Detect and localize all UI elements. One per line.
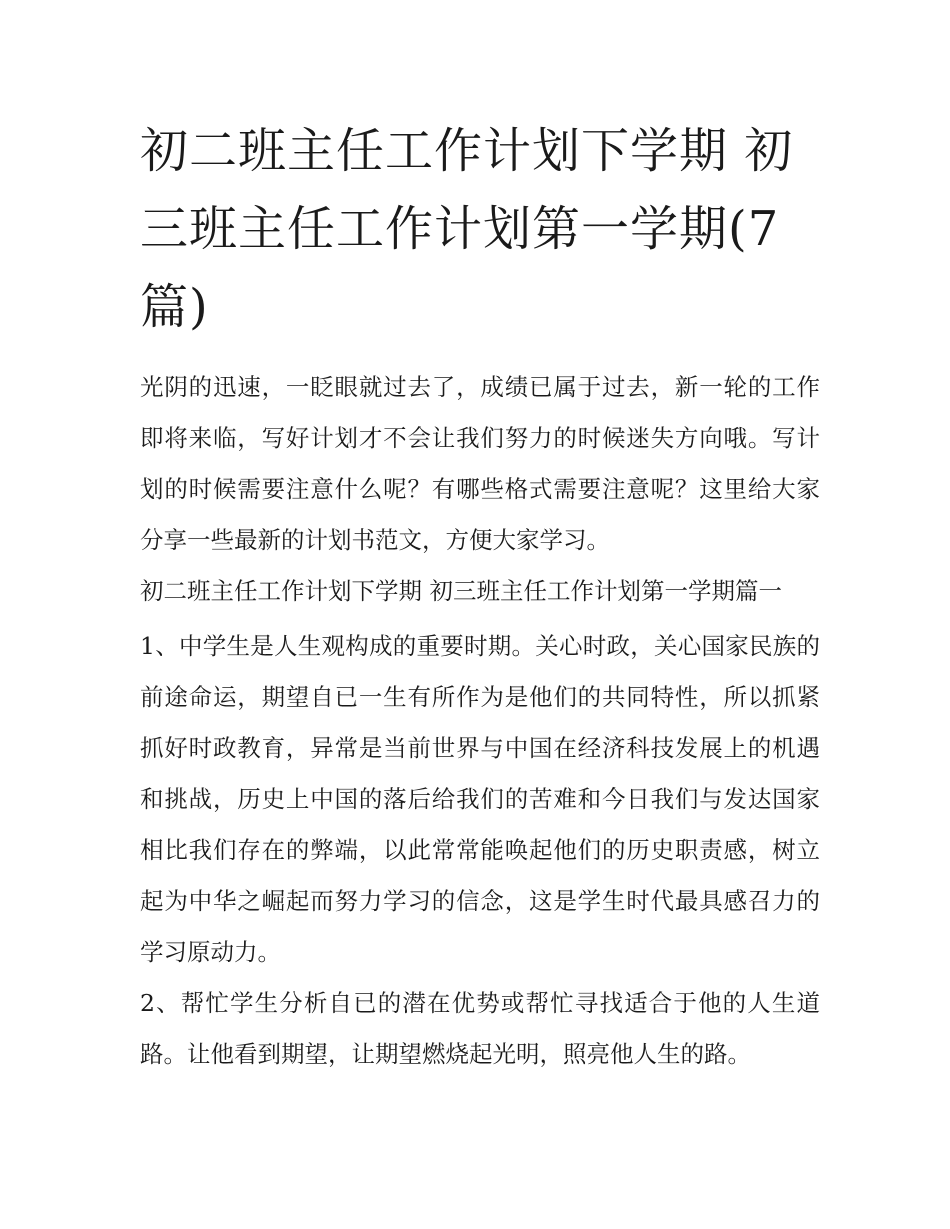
intro-paragraph: 光阴的迅速，一眨眼就过去了，成绩已属于过去，新一轮的工作即将来临，写好计划才不会让我们努力的时候迷失方向哦。写计划的时候需要注意什么呢？有哪些格式需要注意呢？这里给大家分享一些最新的计划书范文，方便大家学习。 [140,373,820,554]
document-title: 初二班主任工作计划下学期 初三班主任工作计划第一学期(7篇) [140,123,794,335]
section-heading: 初二班主任工作计划下学期 初三班主任工作计划第一学期篇一 [140,577,782,605]
body-paragraph-2: 2、帮忙学生分析自已的潜在优势或帮忙寻找适合于他的人生道路。让他看到期望，让期望燃烧起光明，照亮他人生的路。 [140,989,820,1068]
document-page [140,112,820,1080]
body-paragraph-1: 1、中学生是人生观构成的重要时期。关心时政，关心国家民族的前途命运，期望自已一生有所作为是他们的共同特性，所以抓紧抓好时政教育，异常是当前世界与中国在经济科技发展上的机遇和挑战，历史上中国的落后给我们的苦难和今日我们与发达国家相比我们存在的弊端，以此常常能唤起他们的历史职责感，树立起为中华之崛起而努力学习的信念，这是学生时代最具感召力的学习原动力。 [140,632,820,966]
